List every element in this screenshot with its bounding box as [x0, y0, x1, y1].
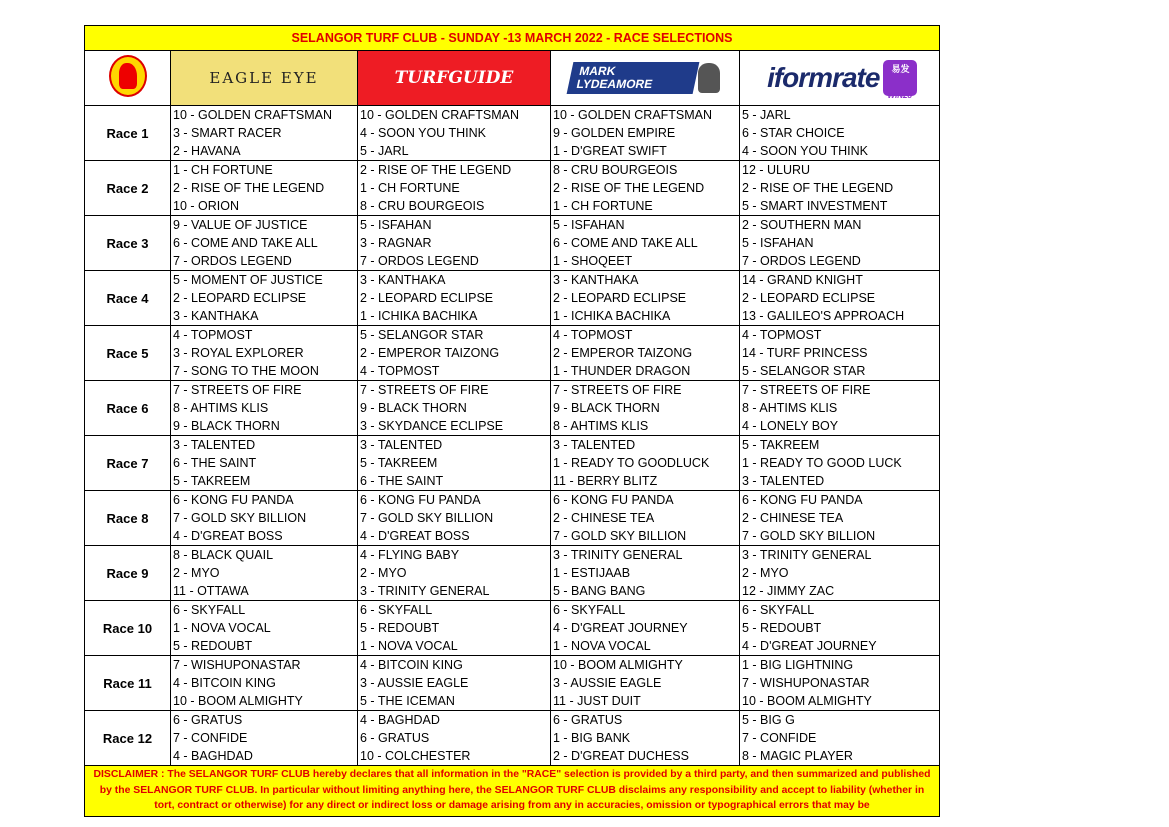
race-row: [85, 509, 940, 527]
selection-cell: 14 - TURF PRINCESS: [740, 344, 940, 362]
selection-cell: 4 - TOPMOST: [551, 326, 740, 345]
race-label: Race 1: [85, 106, 171, 161]
selection-cell: 11 - JUST DUIT: [551, 692, 740, 711]
selection-cell: 2 - LEOPARD ECLIPSE: [551, 289, 740, 307]
disclaimer-row: [85, 766, 940, 817]
selection-cell: 6 - SKYFALL: [358, 601, 551, 620]
race-selections-sheet: [84, 25, 939, 817]
race-row: [85, 491, 940, 510]
selection-cell: 5 - ISFAHAN: [551, 216, 740, 235]
selection-cell: 2 - CHINESE TEA: [740, 509, 940, 527]
selection-cell: 7 - WISHUPONASTAR: [171, 656, 358, 675]
selection-cell: 2 - MYO: [358, 564, 551, 582]
selection-cell: 7 - STREETS OF FIRE: [740, 381, 940, 400]
turfguide-logo: TURFGUIDE: [358, 51, 550, 105]
selection-cell: 7 - STREETS OF FIRE: [551, 381, 740, 400]
race-row: [85, 674, 940, 692]
selection-cell: 2 - RISE OF THE LEGEND: [171, 179, 358, 197]
selection-cell: 4 - TOPMOST: [171, 326, 358, 345]
selection-cell: 11 - OTTAWA: [171, 582, 358, 601]
selection-cell: 1 - D'GREAT SWIFT: [551, 142, 740, 161]
win28-label: WIN28: [887, 90, 912, 100]
selection-cell: 4 - FLYING BABY: [358, 546, 551, 565]
selection-cell: 1 - ICHIKA BACHIKA: [551, 307, 740, 326]
selection-cell: 1 - THUNDER DRAGON: [551, 362, 740, 381]
selection-cell: 1 - ESTIJAAB: [551, 564, 740, 582]
selection-cell: 2 - SOUTHERN MAN: [740, 216, 940, 235]
selection-cell: 4 - BAGHDAD: [358, 711, 551, 730]
selection-cell: 3 - TALENTED: [358, 436, 551, 455]
selection-cell: 5 - TAKREEM: [171, 472, 358, 491]
selection-cell: 6 - KONG FU PANDA: [171, 491, 358, 510]
selection-cell: 2 - RISE OF THE LEGEND: [358, 161, 551, 180]
iformrate-wordmark: iformrate: [767, 62, 880, 93]
eagle-eye-logo-cell: [171, 51, 358, 106]
race-label: Race 4: [85, 271, 171, 326]
selection-cell: 5 - JARL: [740, 106, 940, 125]
selection-cell: 1 - READY TO GOOD LUCK: [740, 454, 940, 472]
selection-cell: 6 - THE SAINT: [171, 454, 358, 472]
turfguide-logo-cell: [358, 51, 551, 106]
selection-cell: 6 - GRATUS: [171, 711, 358, 730]
selection-cell: 5 - REDOUBT: [171, 637, 358, 656]
race-row: [85, 692, 940, 711]
club-logo: [85, 51, 171, 106]
selection-cell: 4 - D'GREAT BOSS: [171, 527, 358, 546]
selection-cell: 1 - BIG BANK: [551, 729, 740, 747]
selection-cell: 8 - CRU BOURGEOIS: [358, 197, 551, 216]
race-label: Race 6: [85, 381, 171, 436]
selection-cell: 3 - TRINITY GENERAL: [358, 582, 551, 601]
selection-cell: 6 - KONG FU PANDA: [358, 491, 551, 510]
disclaimer-text: DISCLAIMER : The SELANGOR TURF CLUB hereby declares that all information in the "RACE" selection is provided by a third party, and then summarized and published by the SELANGOR TURF CLUB. In particular without limiting anything here, the SELANGOR TURF CLUB disclaims any responsibility and accept to liability (whether in tort, contract or otherwise) for any direct or indirect loss or damage arising from any in accuracies, omission or typographical errors that may be: [85, 766, 940, 817]
race-row: [85, 399, 940, 417]
race-row: [85, 747, 940, 766]
selection-cell: 3 - AUSSIE EAGLE: [551, 674, 740, 692]
race-row: [85, 729, 940, 747]
selection-cell: 3 - TALENTED: [551, 436, 740, 455]
selection-cell: 6 - KONG FU PANDA: [551, 491, 740, 510]
selection-cell: 10 - COLCHESTER: [358, 747, 551, 766]
iformrate-badge-text: 易发: [891, 64, 910, 74]
selection-cell: 3 - SKYDANCE ECLIPSE: [358, 417, 551, 436]
selection-cell: 1 - CH FORTUNE: [551, 197, 740, 216]
selection-cell: 3 - KANTHAKA: [551, 271, 740, 290]
selection-cell: 4 - BAGHDAD: [171, 747, 358, 766]
selection-cell: 6 - COME AND TAKE ALL: [551, 234, 740, 252]
race-row: [85, 179, 940, 197]
selection-cell: 4 - LONELY BOY: [740, 417, 940, 436]
selection-cell: 3 - ROYAL EXPLORER: [171, 344, 358, 362]
race-row: [85, 637, 940, 656]
race-row: [85, 711, 940, 730]
race-row: [85, 381, 940, 400]
race-label: Race 8: [85, 491, 171, 546]
selection-cell: 7 - ORDOS LEGEND: [171, 252, 358, 271]
selection-cell: 8 - BLACK QUAIL: [171, 546, 358, 565]
selection-cell: 5 - SELANGOR STAR: [740, 362, 940, 381]
selection-cell: 5 - SMART INVESTMENT: [740, 197, 940, 216]
race-row: [85, 454, 940, 472]
race-row: [85, 564, 940, 582]
selection-cell: 11 - BERRY BLITZ: [551, 472, 740, 491]
selection-cell: 7 - SONG TO THE MOON: [171, 362, 358, 381]
selection-cell: 7 - GOLD SKY BILLION: [551, 527, 740, 546]
selection-cell: 9 - BLACK THORN: [358, 399, 551, 417]
selection-cell: 7 - GOLD SKY BILLION: [171, 509, 358, 527]
race-row: [85, 142, 940, 161]
selection-cell: 8 - MAGIC PLAYER: [740, 747, 940, 766]
iformrate-logo: [767, 57, 912, 100]
selection-cell: 7 - ORDOS LEGEND: [740, 252, 940, 271]
selection-cell: 1 - CH FORTUNE: [171, 161, 358, 180]
selection-cell: 6 - THE SAINT: [358, 472, 551, 491]
selection-cell: 9 - GOLDEN EMPIRE: [551, 124, 740, 142]
race-row: [85, 271, 940, 290]
selection-cell: 5 - ISFAHAN: [740, 234, 940, 252]
selection-cell: 9 - BLACK THORN: [551, 399, 740, 417]
race-row: [85, 362, 940, 381]
selection-cell: 2 - D'GREAT DUCHESS: [551, 747, 740, 766]
selection-cell: 2 - MYO: [740, 564, 940, 582]
race-label: Race 11: [85, 656, 171, 711]
selection-cell: 8 - AHTIMS KLIS: [551, 417, 740, 436]
selection-cell: 7 - STREETS OF FIRE: [358, 381, 551, 400]
selection-cell: 1 - NOVA VOCAL: [551, 637, 740, 656]
selection-cell: 12 - ULURU: [740, 161, 940, 180]
selection-cell: 4 - BITCOIN KING: [358, 656, 551, 675]
race-label: Race 12: [85, 711, 171, 766]
selection-cell: 2 - LEOPARD ECLIPSE: [171, 289, 358, 307]
selection-cell: 10 - GOLDEN CRAFTSMAN: [551, 106, 740, 125]
selection-cell: 1 - BIG LIGHTNING: [740, 656, 940, 675]
selection-cell: 4 - TOPMOST: [740, 326, 940, 345]
selection-cell: 5 - SELANGOR STAR: [358, 326, 551, 345]
race-row: [85, 619, 940, 637]
race-label: Race 5: [85, 326, 171, 381]
race-row: [85, 601, 940, 620]
selection-cell: 14 - GRAND KNIGHT: [740, 271, 940, 290]
race-label: Race 2: [85, 161, 171, 216]
selection-cell: 6 - SKYFALL: [740, 601, 940, 620]
mark-lydeamore-text: MARK LYDEAMORE: [567, 62, 700, 94]
selection-cell: 13 - GALILEO'S APPROACH: [740, 307, 940, 326]
race-label: Race 9: [85, 546, 171, 601]
race-row: [85, 472, 940, 491]
selection-cell: 8 - AHTIMS KLIS: [171, 399, 358, 417]
selection-cell: 2 - RISE OF THE LEGEND: [551, 179, 740, 197]
selection-cell: 2 - MYO: [171, 564, 358, 582]
race-label: Race 10: [85, 601, 171, 656]
race-row: [85, 307, 940, 326]
race-row: [85, 344, 940, 362]
race-row: [85, 582, 940, 601]
race-label: Race 7: [85, 436, 171, 491]
selection-cell: 9 - VALUE OF JUSTICE: [171, 216, 358, 235]
selection-cell: 5 - JARL: [358, 142, 551, 161]
selection-cell: 1 - SHOQEET: [551, 252, 740, 271]
selection-cell: 3 - AUSSIE EAGLE: [358, 674, 551, 692]
selection-cell: 10 - ORION: [171, 197, 358, 216]
race-row: [85, 656, 940, 675]
selection-cell: 2 - HAVANA: [171, 142, 358, 161]
selection-cell: 3 - TRINITY GENERAL: [740, 546, 940, 565]
selection-cell: 7 - GOLD SKY BILLION: [740, 527, 940, 546]
selection-cell: 3 - TRINITY GENERAL: [551, 546, 740, 565]
microphone-icon: [698, 63, 720, 93]
selection-cell: 10 - BOOM ALMIGHTY: [740, 692, 940, 711]
selection-cell: 4 - D'GREAT JOURNEY: [551, 619, 740, 637]
selection-cell: 4 - TOPMOST: [358, 362, 551, 381]
selection-cell: 6 - SKYFALL: [171, 601, 358, 620]
selection-cell: 10 - GOLDEN CRAFTSMAN: [358, 106, 551, 125]
race-row: [85, 106, 940, 125]
race-row: [85, 417, 940, 436]
selection-cell: 6 - STAR CHOICE: [740, 124, 940, 142]
selection-cell: 4 - SOON YOU THINK: [358, 124, 551, 142]
selection-cell: 3 - TALENTED: [171, 436, 358, 455]
selection-cell: 1 - NOVA VOCAL: [171, 619, 358, 637]
selection-cell: 3 - KANTHAKA: [171, 307, 358, 326]
selection-cell: 10 - GOLDEN CRAFTSMAN: [171, 106, 358, 125]
horse-head-icon: [109, 55, 147, 97]
selection-cell: 3 - RAGNAR: [358, 234, 551, 252]
selection-cell: 9 - BLACK THORN: [171, 417, 358, 436]
selection-cell: 4 - SOON YOU THINK: [740, 142, 940, 161]
selection-cell: 7 - STREETS OF FIRE: [171, 381, 358, 400]
race-row: [85, 527, 940, 546]
selection-cell: 1 - ICHIKA BACHIKA: [358, 307, 551, 326]
selection-cell: 2 - CHINESE TEA: [551, 509, 740, 527]
selection-cell: 1 - READY TO GOODLUCK: [551, 454, 740, 472]
selection-cell: 5 - BIG G: [740, 711, 940, 730]
selection-cell: 6 - GRATUS: [551, 711, 740, 730]
selection-cell: 4 - D'GREAT BOSS: [358, 527, 551, 546]
iformrate-logo-cell: [740, 51, 940, 106]
selection-cell: 5 - MOMENT OF JUSTICE: [171, 271, 358, 290]
selection-cell: 12 - JIMMY ZAC: [740, 582, 940, 601]
selection-cell: 2 - RISE OF THE LEGEND: [740, 179, 940, 197]
selection-cell: 5 - BANG BANG: [551, 582, 740, 601]
race-row: [85, 546, 940, 565]
page-title: SELANGOR TURF CLUB - SUNDAY -13 MARCH 2022 - RACE SELECTIONS: [85, 26, 940, 51]
race-row: [85, 124, 940, 142]
tipster-logo-row: [85, 51, 940, 106]
title-row: [85, 26, 940, 51]
selection-cell: 4 - BITCOIN KING: [171, 674, 358, 692]
selection-cell: 7 - ORDOS LEGEND: [358, 252, 551, 271]
selection-cell: 6 - GRATUS: [358, 729, 551, 747]
selection-cell: 2 - LEOPARD ECLIPSE: [740, 289, 940, 307]
selection-cell: 10 - BOOM ALMIGHTY: [171, 692, 358, 711]
selection-cell: 3 - KANTHAKA: [358, 271, 551, 290]
race-row: [85, 252, 940, 271]
selection-cell: 5 - REDOUBT: [358, 619, 551, 637]
selection-cell: 5 - TAKREEM: [740, 436, 940, 455]
mark-lydeamore-logo: [570, 62, 720, 94]
selection-cell: 5 - REDOUBT: [740, 619, 940, 637]
selection-cell: 6 - SKYFALL: [551, 601, 740, 620]
selection-cell: 8 - CRU BOURGEOIS: [551, 161, 740, 180]
selection-cell: 5 - THE ICEMAN: [358, 692, 551, 711]
selection-cell: 3 - SMART RACER: [171, 124, 358, 142]
race-row: [85, 436, 940, 455]
race-label: Race 3: [85, 216, 171, 271]
race-row: [85, 326, 940, 345]
selection-cell: 4 - D'GREAT JOURNEY: [740, 637, 940, 656]
selection-cell: 3 - TALENTED: [740, 472, 940, 491]
race-row: [85, 197, 940, 216]
selection-cell: 2 - LEOPARD ECLIPSE: [358, 289, 551, 307]
selection-cell: 7 - GOLD SKY BILLION: [358, 509, 551, 527]
selection-cell: 7 - WISHUPONASTAR: [740, 674, 940, 692]
race-row: [85, 234, 940, 252]
selection-cell: 6 - KONG FU PANDA: [740, 491, 940, 510]
selection-cell: 8 - AHTIMS KLIS: [740, 399, 940, 417]
eagle-eye-logo: EAGLE EYE: [171, 51, 357, 105]
selection-cell: 6 - COME AND TAKE ALL: [171, 234, 358, 252]
selections-table: [84, 25, 940, 817]
selection-cell: 1 - CH FORTUNE: [358, 179, 551, 197]
selection-cell: 2 - EMPEROR TAIZONG: [551, 344, 740, 362]
race-row: [85, 289, 940, 307]
race-row: [85, 216, 940, 235]
race-row: [85, 161, 940, 180]
selection-cell: 5 - TAKREEM: [358, 454, 551, 472]
mark-lydeamore-logo-cell: [551, 51, 740, 106]
selection-cell: 5 - ISFAHAN: [358, 216, 551, 235]
selection-cell: 10 - BOOM ALMIGHTY: [551, 656, 740, 675]
selection-cell: 1 - NOVA VOCAL: [358, 637, 551, 656]
selection-cell: 7 - CONFIDE: [740, 729, 940, 747]
selection-cell: 2 - EMPEROR TAIZONG: [358, 344, 551, 362]
selection-cell: 7 - CONFIDE: [171, 729, 358, 747]
